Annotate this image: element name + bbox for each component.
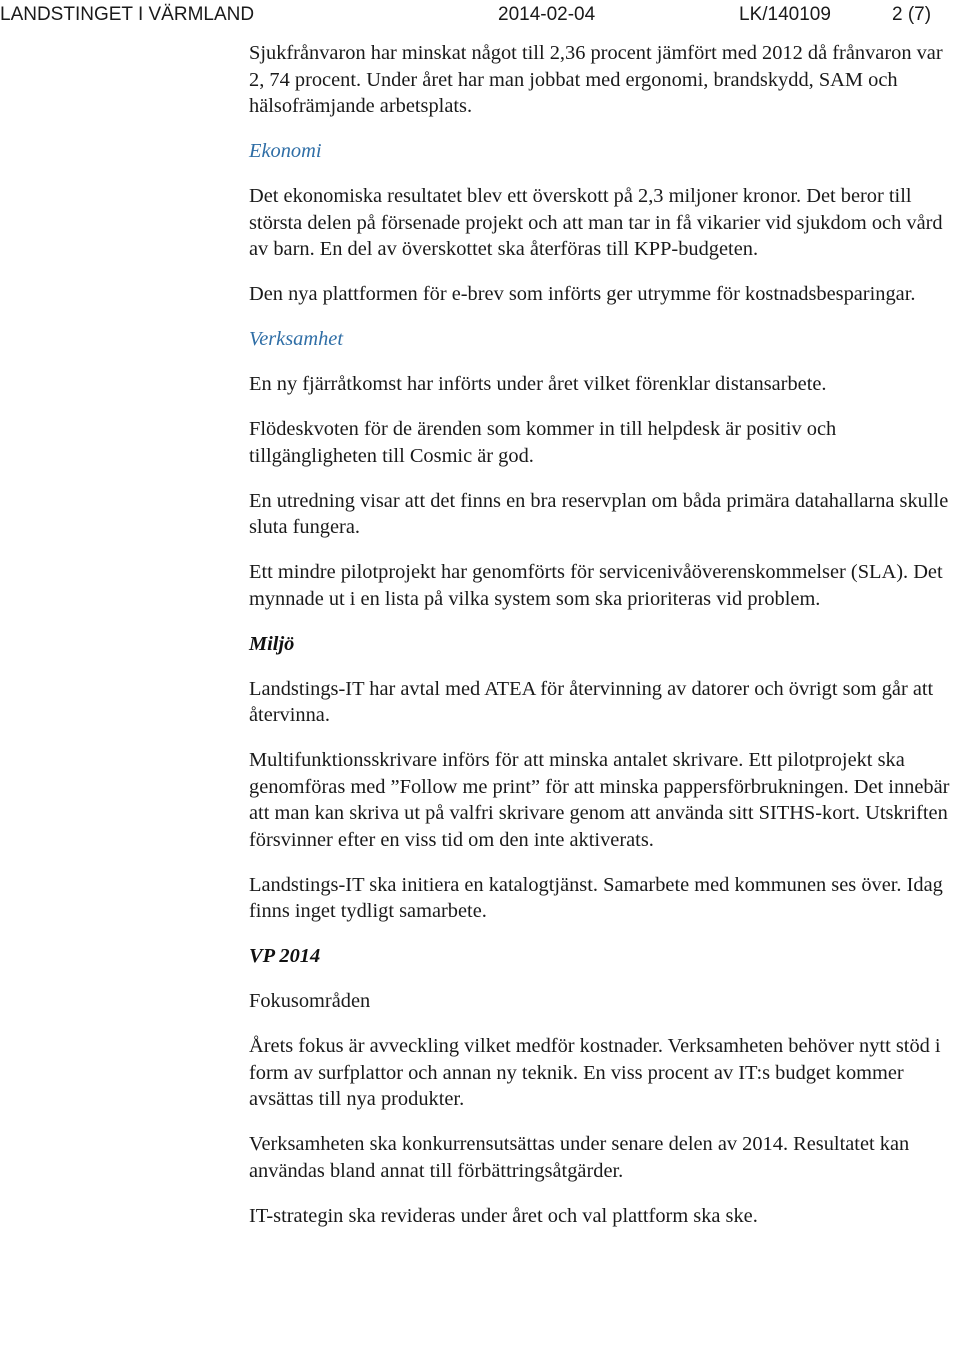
document-date: 2014-02-04 — [498, 4, 596, 25]
document-reference: LK/140109 — [739, 4, 831, 25]
heading-miljo: Miljö — [249, 632, 295, 655]
organization-name: LANDSTINGET I VÄRMLAND — [0, 4, 255, 25]
paragraph-miljo-skrivare: Multifunktionsskrivare införs för att minska antalet skrivare. Ett pilotprojekt ska genomföras med ”Follow me print” för att minska pappersförbrukningen. Det innebär att man kan skriva ut på valfri skrivare genom att använda sitt SITHS-kort. Utskriften försvinner efter en viss tid om den inte aktiverats. — [249, 749, 950, 851]
paragraph-ekonomi-ebrev: Den nya plattformen för e-brev som införts ger utrymme för kostnadsbesparingar. — [249, 283, 916, 305]
heading-fokusomraden: Fokusområden — [249, 990, 371, 1012]
paragraph-ekonomi-result: Det ekonomiska resultatet blev ett överskott på 2,3 miljoner kronor. Det beror till största delen på försenade projekt och att man tar in få vikarier vid sjukdom och vård av barn. En del av överskottet ska återföras till KPP-budgeten. — [249, 185, 943, 260]
paragraph-verksamhet-fjarratkomst: En ny fjärråtkomst har införts under året vilket förenklar distansarbete. — [249, 373, 827, 395]
paragraph-miljo-katalogtjanst: Landstings-IT ska initiera en katalogtjänst. Samarbete med kommunen ses över. Idag finns inget tydligt samarbete. — [249, 873, 943, 922]
paragraph-fokus-konkurrens: Verksamheten ska konkurrensutsättas under senare delen av 2014. Resultatet kan användas bland annat till förbättringsåtgärder. — [249, 1133, 910, 1182]
paragraph-verksamhet-reservplan: En utredning visar att det finns en bra reservplan om båda primära datahallarna skulle sluta fungera. — [249, 489, 949, 538]
paragraph-intro: Sjukfrånvaron har minskat något till 2,36 procent jämfört med 2012 då frånvaron var 2, 74 procent. Under året har man jobbat med ergonomi, brandskydd, SAM och hälsofrämjande arbetsplats. — [249, 42, 943, 117]
paragraph-fokus-itstrategi: IT-strategin ska revideras under året och val plattform ska ske. — [249, 1204, 758, 1227]
paragraph-fokus-avveckling: Årets fokus är avveckling vilket medför kostnader. Verksamheten behöver nytt stöd i form av surfplattor och annan ny teknik. En viss procent av IT:s budget kommer avsättas till nya produkter. — [249, 1035, 941, 1110]
paragraph-verksamhet-helpdesk: Flödeskvoten för de ärenden som kommer in till helpdesk är positiv och tillgängligheten till Cosmic är god. — [249, 418, 837, 467]
heading-vp-2014: VP 2014 — [249, 945, 321, 967]
page-header — [0, 4, 960, 26]
paragraph-verksamhet-sla: Ett mindre pilotprojekt har genomförts för servicenivåöverenskommelser (SLA). Det mynnade ut i en lista på vilka system som ska prioriteras vid problem. — [249, 561, 943, 610]
paragraph-miljo-atea: Landstings-IT har avtal med ATEA för återvinning av datorer och övrigt som går att återvinna. — [249, 677, 934, 726]
heading-ekonomi: Ekonomi — [249, 140, 322, 162]
document-body — [249, 40, 960, 1248]
heading-verksamhet: Verksamhet — [249, 328, 343, 350]
page-number: 2 (7) — [892, 4, 932, 25]
